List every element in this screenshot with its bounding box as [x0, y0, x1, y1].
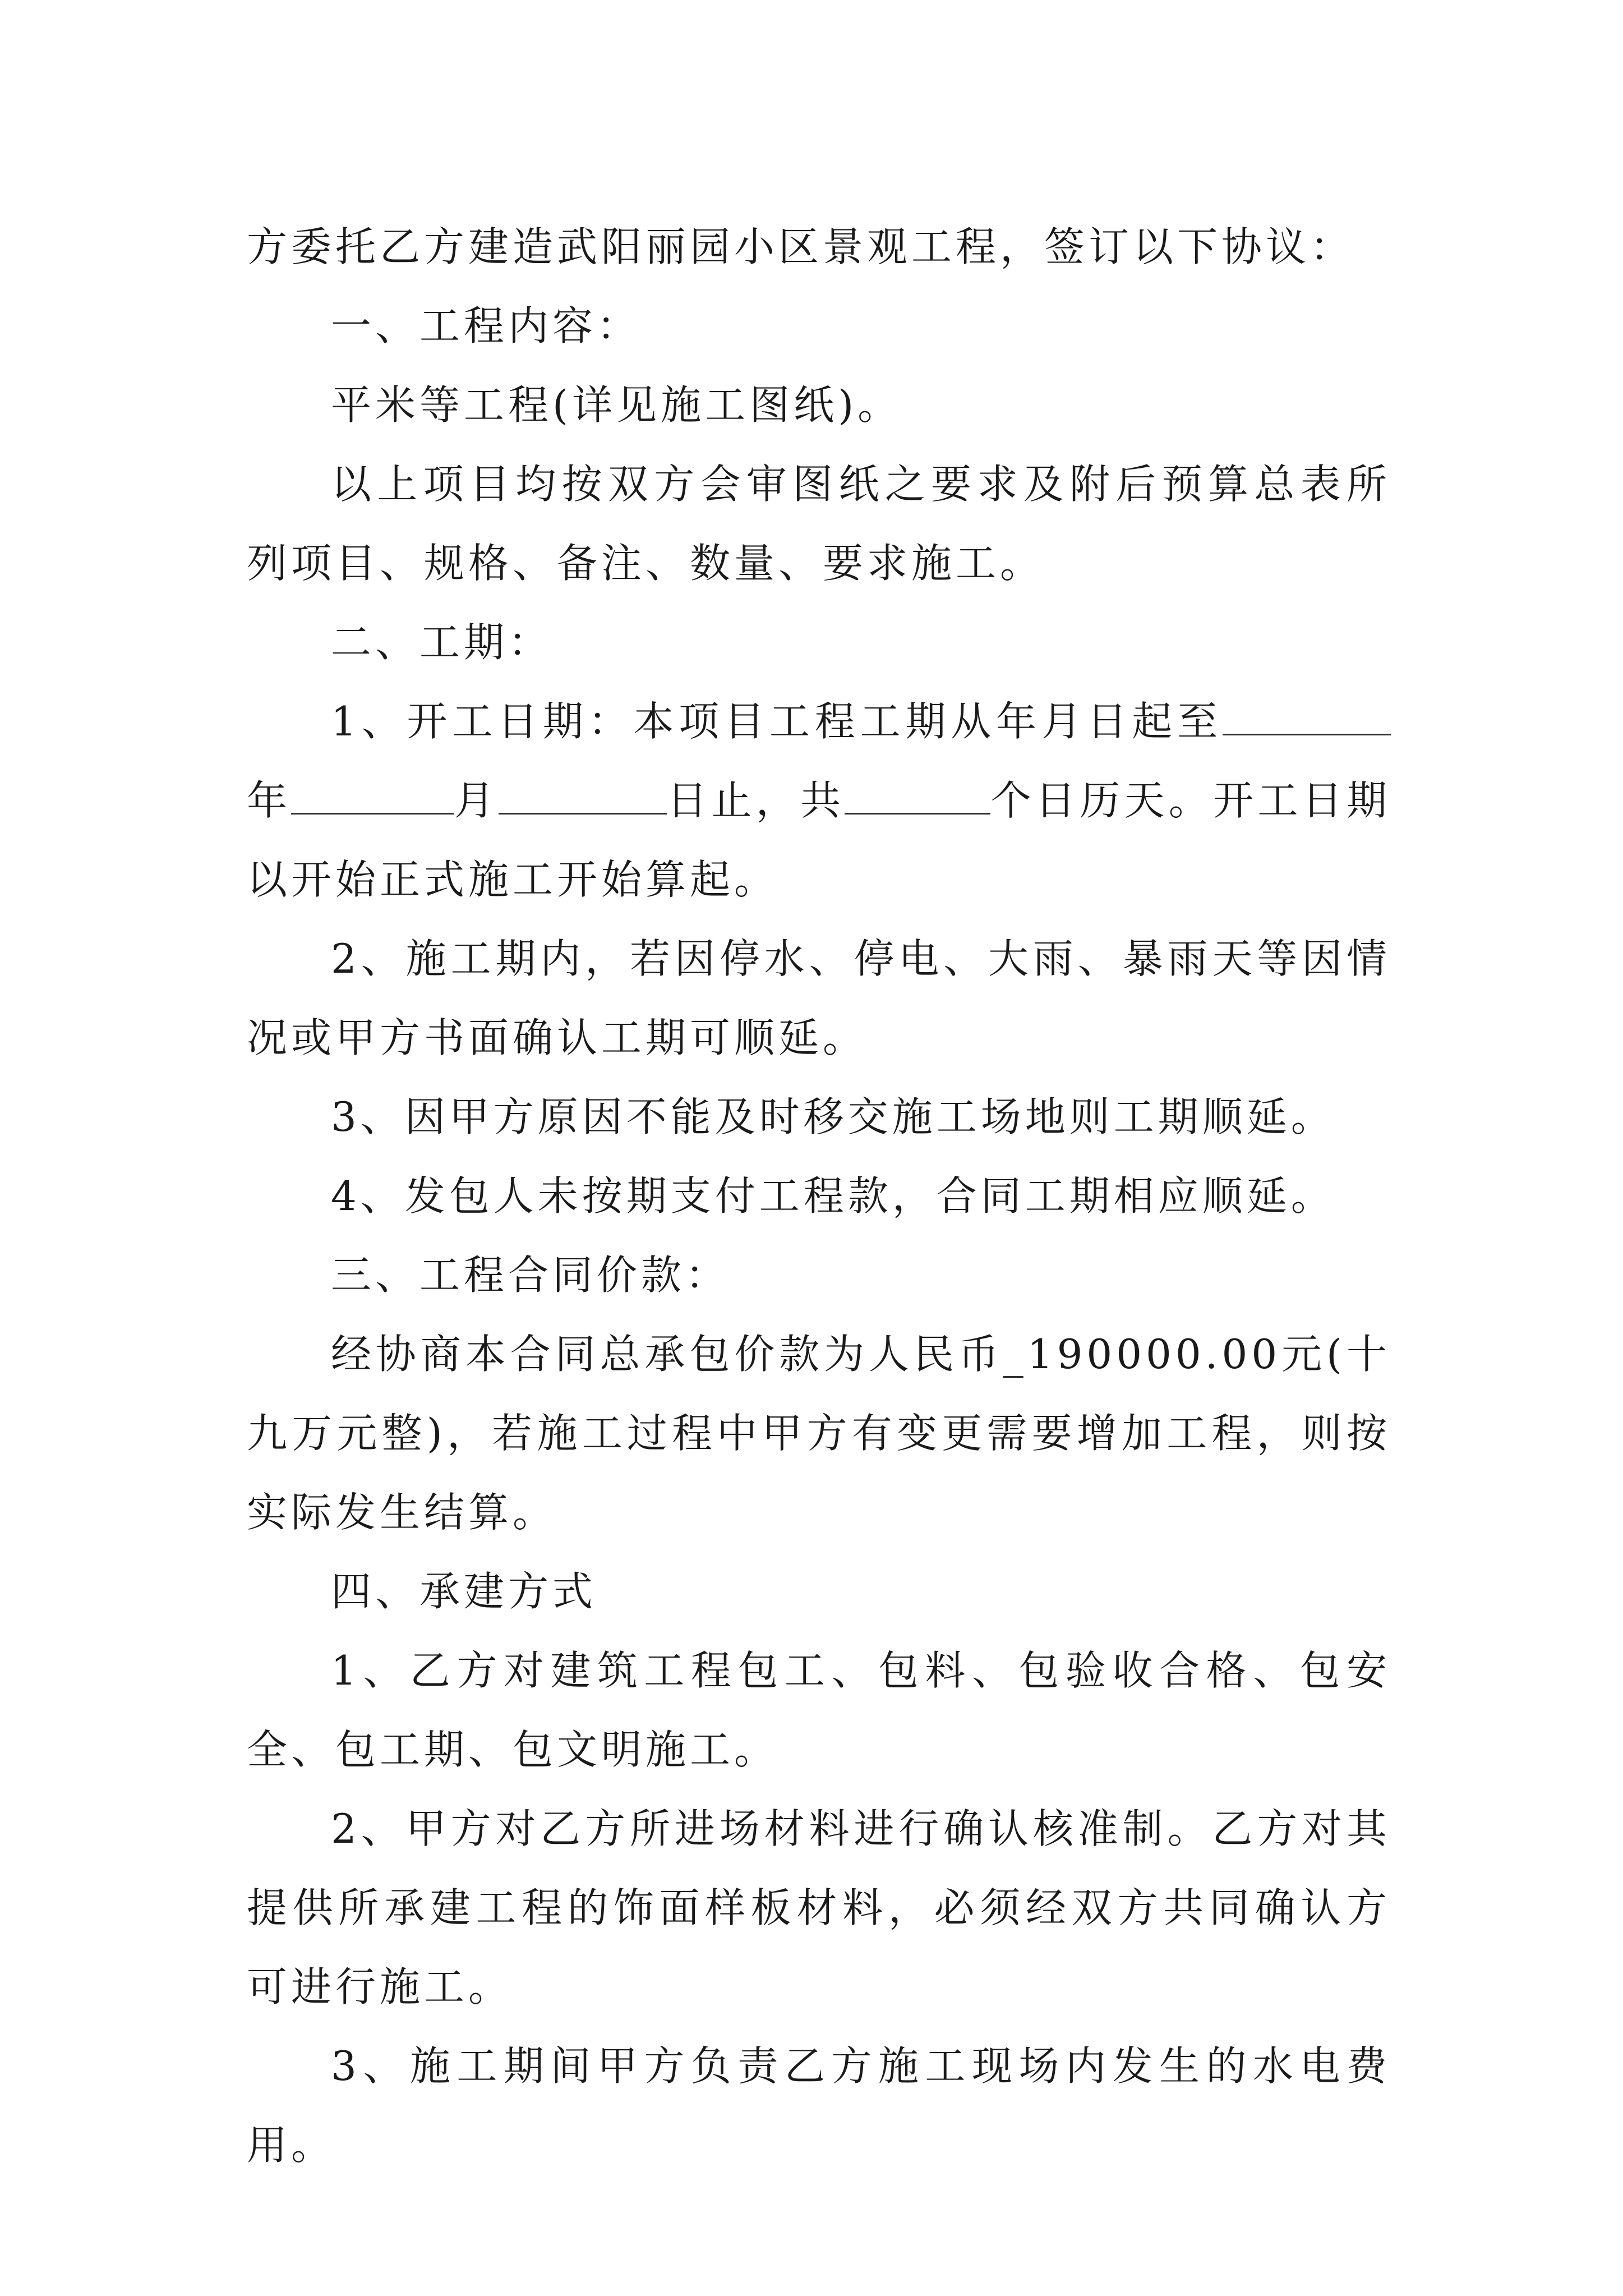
paragraph: 经协商本合同总承包价款为人民币_190000.00元(十九万元整)，若施工过程中甲方有变更需要增加工程，则按实际发生结算。 — [247, 1331, 1391, 1536]
paragraph: 4、发包人未按期支付工程款，合同工期相应顺延。 — [331, 1172, 1335, 1220]
fill-blank — [291, 779, 454, 815]
text-segment: 1、开工日期：本项目工程工期从年月日起至 — [331, 698, 1223, 745]
paragraph: 以上项目均按双方会审图纸之要求及附后预算总表所列项目、规格、备注、数量、要求施工。 — [247, 461, 1391, 587]
paragraph: 方委托乙方建造武阳丽园小区景观工程，签订以下协议： — [247, 223, 1355, 270]
text-segment: 日止，共 — [666, 777, 845, 824]
section-heading: 一、工程内容： — [331, 302, 642, 349]
paragraph: 3、因甲方原因不能及时移交施工场地则工期顺延。 — [331, 1093, 1335, 1140]
section-heading: 三、工程合同价款： — [331, 1251, 730, 1299]
fill-blank — [499, 779, 667, 815]
text-segment: 个日历天。开工日期以开始正式施工开始算起。 — [247, 777, 1391, 903]
paragraph: 1、乙方对建筑工程包工、包料、包验收合格、包安全、包工期、包文明施工。 — [247, 1647, 1391, 1773]
paragraph: 2、施工期内，若因停水、停电、大雨、暴雨天等因情况或甲方书面确认工期可顺延。 — [247, 935, 1391, 1061]
paragraph: 3、施工期间甲方负责乙方施工现场内发生的水电费用。 — [247, 2042, 1391, 2169]
text-segment: 月 — [454, 777, 499, 824]
fill-blank — [1223, 700, 1391, 735]
document-body — [247, 208, 1391, 2185]
fill-blank — [845, 779, 990, 815]
section-heading: 四、承建方式 — [331, 1568, 597, 1615]
section-heading: 二、工期： — [331, 619, 553, 666]
paragraph: 2、甲方对乙方所进场材料进行确认核准制。乙方对其提供所承建工程的饰面样板材料，必须经双方共同确认方可进行施工。 — [247, 1805, 1391, 2010]
paragraph-with-blanks — [247, 682, 1391, 919]
text-segment: 年 — [247, 777, 292, 824]
paragraph: 平米等工程(详见施工图纸)。 — [331, 381, 902, 429]
